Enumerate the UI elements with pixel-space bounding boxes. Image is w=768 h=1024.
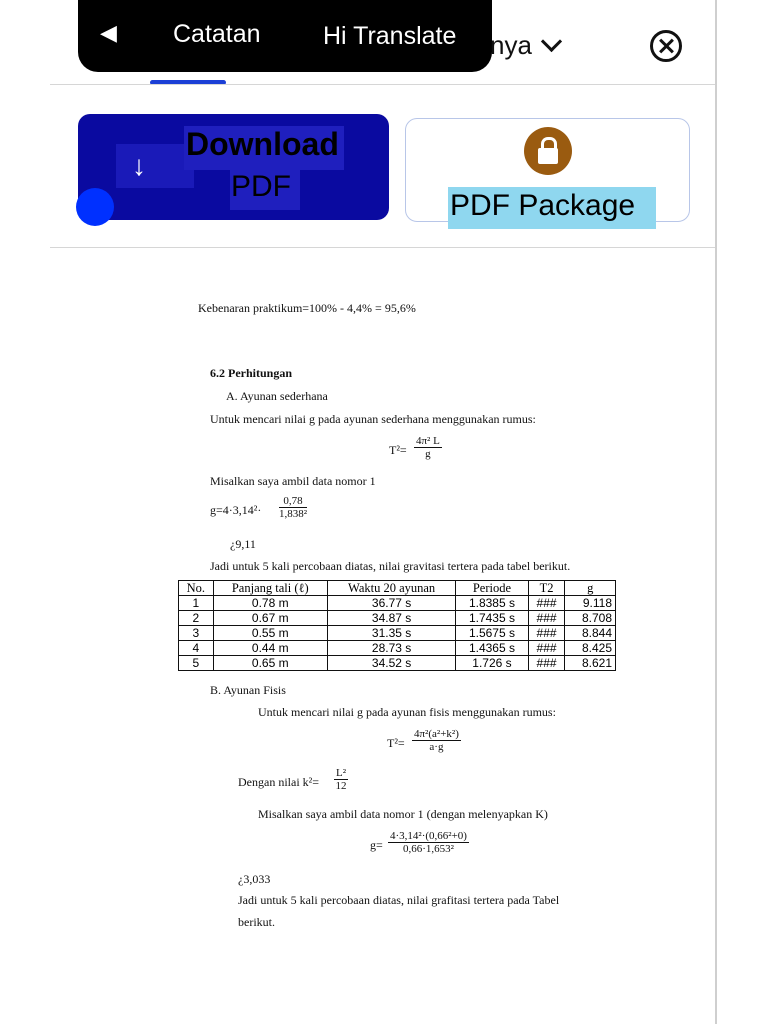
table-cell: 1.726 s (456, 656, 528, 671)
table-row (179, 656, 616, 671)
jadi-b-line1: Jadi untuk 5 kali percobaan diatas, nilai grafitasi tertera pada Tabel (238, 893, 560, 907)
table-cell: 36.77 s (327, 596, 455, 611)
back-arrow-icon[interactable]: ◀ (100, 20, 117, 45)
gravity-table (178, 580, 616, 671)
pdf-package-label: PDF Package (450, 189, 636, 222)
table-header-cell: Periode (456, 581, 528, 596)
jadi-b-line2: berikut. (238, 915, 275, 929)
table-cell: 5 (179, 656, 214, 671)
misal-b: Misalkan saya ambil data nomor 1 (dengan melenyapkan K) (258, 807, 548, 821)
header-title-tail[interactable]: nya (490, 30, 532, 60)
formula-5-fraction: $\frac{\text{4·3,14²·(0,66²+0)}}{\text{0,66·1,653²}}$ (390, 830, 467, 855)
formula-4-fraction: $\frac{\text{L²}}{12}$ (335, 767, 347, 792)
table-row (179, 611, 616, 626)
translate-toolbar (78, 0, 492, 72)
formula-5-lhs: g= (370, 838, 383, 852)
hi-translate-button[interactable]: Hi Translate (323, 22, 457, 50)
table-cell: 0.44 m (213, 641, 327, 656)
chevron-down-icon[interactable] (541, 31, 562, 52)
lock-icon (524, 127, 572, 175)
pdf-package-button[interactable] (405, 118, 690, 222)
result-a: ¿9,11 (230, 537, 256, 551)
table-cell: 3 (179, 626, 214, 641)
table-cell: 4 (179, 641, 214, 656)
section-title: 6.2 Perhitungan (210, 366, 293, 380)
catatan-button[interactable]: Catatan (173, 20, 261, 48)
table-cell: 0.67 m (213, 611, 327, 626)
table-row (179, 641, 616, 656)
table-cell: 2 (179, 611, 214, 626)
subsection-a: A. Ayunan sederhana (226, 389, 328, 403)
table-row (179, 596, 616, 611)
table-cell: 1.8385 s (456, 596, 528, 611)
download-label-line2: PDF (231, 170, 291, 203)
table-cell: ### (528, 611, 565, 626)
table-cell: 31.35 s (327, 626, 455, 641)
jadi-a: Jadi untuk 5 kali percobaan diatas, nilai gravitasi tertera pada tabel berikut. (210, 559, 571, 573)
formula-1-fraction: $\frac{\text{4π² L}}{g}$ (416, 435, 440, 460)
table-cell: 28.73 s (327, 641, 455, 656)
table-cell: 34.87 s (327, 611, 455, 626)
formula-3-fraction: $\frac{\text{4π²(a²+k²)}}{a\cdot g}$ (414, 728, 459, 753)
table-cell: ### (528, 626, 565, 641)
table-header-row (179, 581, 616, 596)
table-cell: 0.78 m (213, 596, 327, 611)
subsection-b: B. Ayunan Fisis (210, 683, 286, 697)
paragraph-a: Untuk mencari nilai g pada ayunan sederhana menggunakan rumus: (210, 412, 536, 426)
download-label-line1: Download (186, 126, 339, 162)
table-cell: 8.708 (565, 611, 616, 626)
table-cell: ### (528, 596, 565, 611)
formula-2-lhs: g=4·3,14²· (210, 503, 262, 517)
content-divider (50, 247, 715, 248)
download-arrow-icon: ↓ (132, 150, 146, 181)
table-header-cell: Waktu 20 ayunan (327, 581, 455, 596)
viewer-edge (715, 0, 717, 1024)
translation-highlight (116, 144, 194, 188)
table-header-cell: T2 (528, 581, 565, 596)
paragraph-b: Untuk mencari nilai g pada ayunan fisis menggunakan rumus: (258, 705, 556, 719)
header-divider (50, 84, 715, 85)
formula-2-fraction: $\frac{0,78}{\text{1,838²}}$ (279, 495, 308, 520)
misal-a: Misalkan saya ambil data nomor 1 (210, 474, 376, 488)
table-cell: ### (528, 641, 565, 656)
dengan-nilai: Dengan nilai k²= (238, 775, 320, 789)
table-row (179, 626, 616, 641)
table-cell: ### (528, 656, 565, 671)
table-cell: 8.425 (565, 641, 616, 656)
table-cell: 1.4365 s (456, 641, 528, 656)
table-cell: 9.118 (565, 596, 616, 611)
formula-1-lhs: T²= (389, 443, 407, 457)
download-pdf-button[interactable] (78, 114, 389, 220)
close-icon[interactable] (650, 30, 682, 62)
table-cell: 8.844 (565, 626, 616, 641)
table-cell: 1.7435 s (456, 611, 528, 626)
table-cell: 1.5675 s (456, 626, 528, 641)
touch-indicator-dot (76, 188, 114, 226)
formula-3-lhs: T²= (387, 736, 405, 750)
table-header-cell: g (565, 581, 616, 596)
table-header-cell: No. (179, 581, 214, 596)
table-cell: 1 (179, 596, 214, 611)
table-cell: 0.65 m (213, 656, 327, 671)
kebenaran-line: Kebenaran praktikum=100% - 4,4% = 95,6% (198, 301, 416, 315)
table-cell: 8.621 (565, 656, 616, 671)
table-header-cell: Panjang tali (ℓ) (213, 581, 327, 596)
table-cell: 34.52 s (327, 656, 455, 671)
table-cell: 0.55 m (213, 626, 327, 641)
result-b: ¿3,033 (238, 872, 271, 886)
